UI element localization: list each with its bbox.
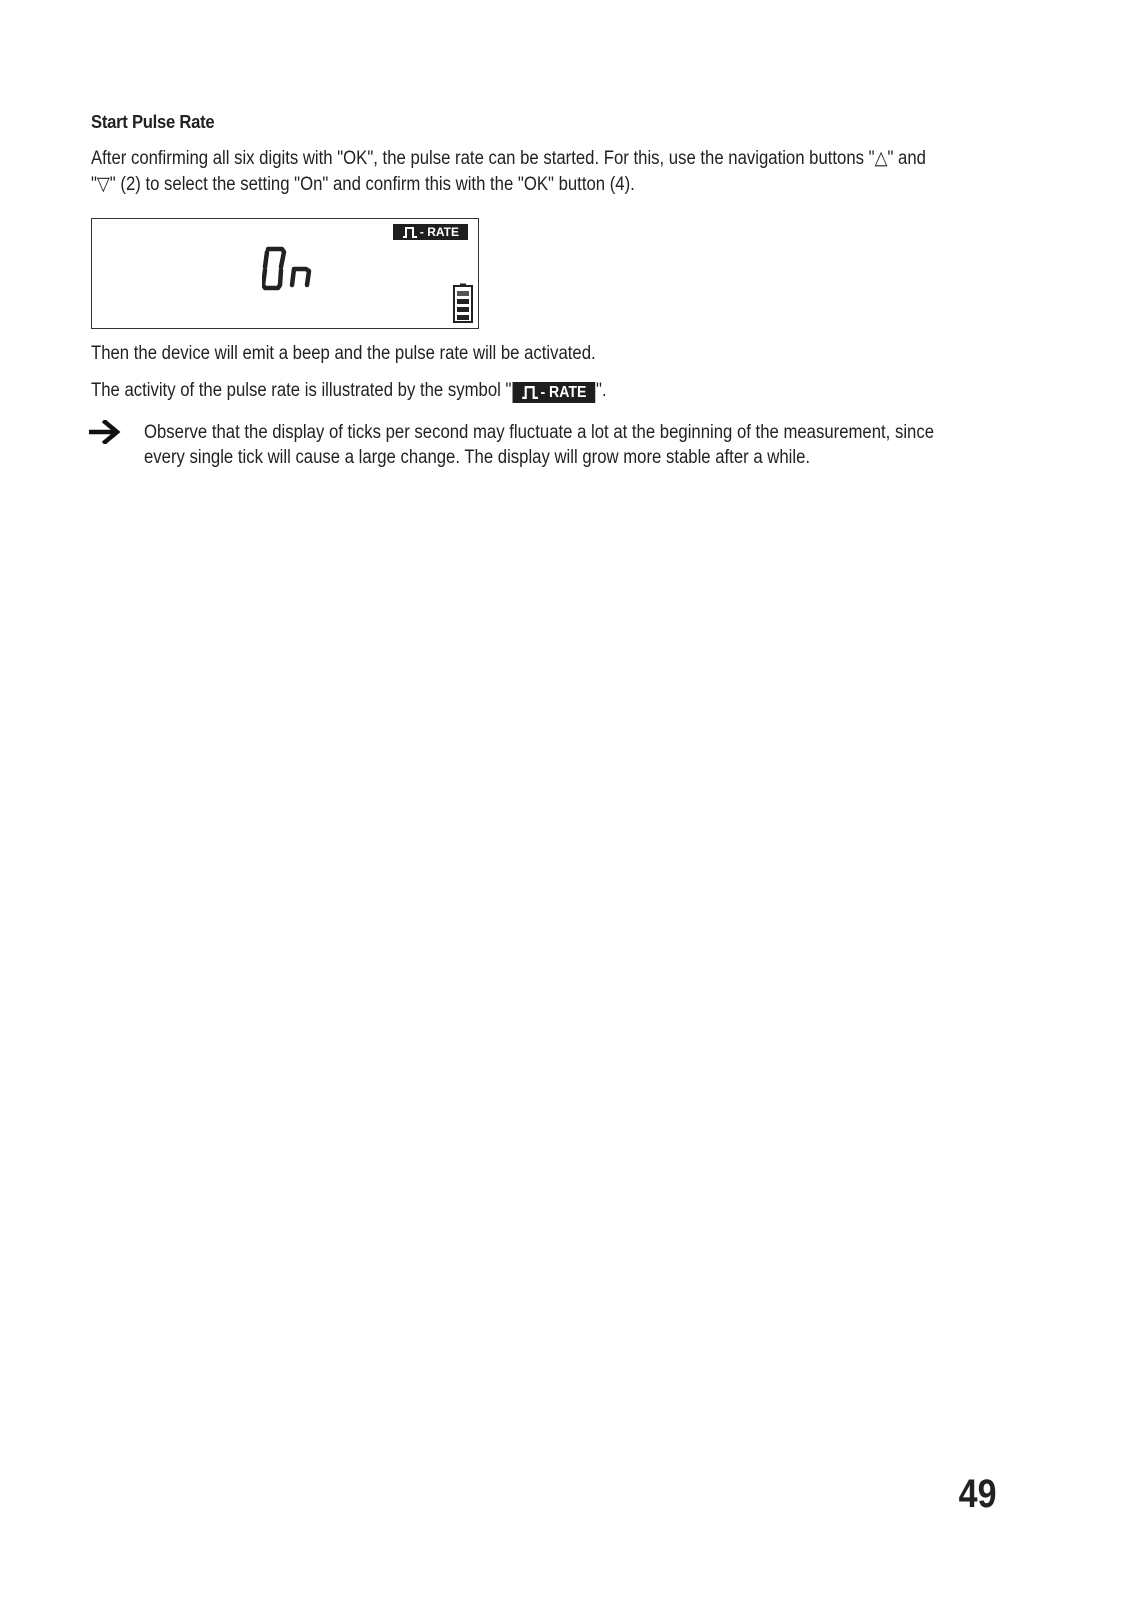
pulse-icon [521, 386, 539, 399]
lcd-value-on [262, 243, 322, 293]
note-line-2: every single tick will cause a large change. The display will grow more stable after a while. [144, 447, 811, 468]
section-title: Start Pulse Rate [91, 111, 215, 132]
arrow-right-icon [89, 420, 121, 444]
rate-symbol-label: - RATE [540, 383, 587, 401]
lcd-display-illustration [91, 218, 479, 329]
pulse-icon [402, 227, 418, 238]
rate-badge [393, 224, 468, 240]
symbol-paragraph [91, 378, 607, 404]
battery-icon [453, 283, 473, 323]
symbol-text-before: The activity of the pulse rate is illustrated by the symbol " [91, 380, 512, 401]
intro-line-2: "▽" (2) to select the setting "On" and confirm this with the "OK" button (4). [91, 174, 635, 195]
intro-paragraph [91, 146, 926, 198]
intro-line-1: After confirming all six digits with "OK", the pulse rate can be started. For this, use the navigation buttons "△" and [91, 148, 926, 169]
page-number: 49 [958, 1472, 996, 1516]
note-line-1: Observe that the display of ticks per second may fluctuate a lot at the beginning of the measurement, since [144, 422, 935, 443]
rate-badge-label: - RATE [419, 225, 459, 239]
note-text [144, 420, 969, 470]
rate-symbol [512, 382, 595, 403]
symbol-text-after: ". [596, 380, 607, 401]
activation-paragraph: Then the device will emit a beep and the pulse rate will be activated. [91, 343, 596, 364]
